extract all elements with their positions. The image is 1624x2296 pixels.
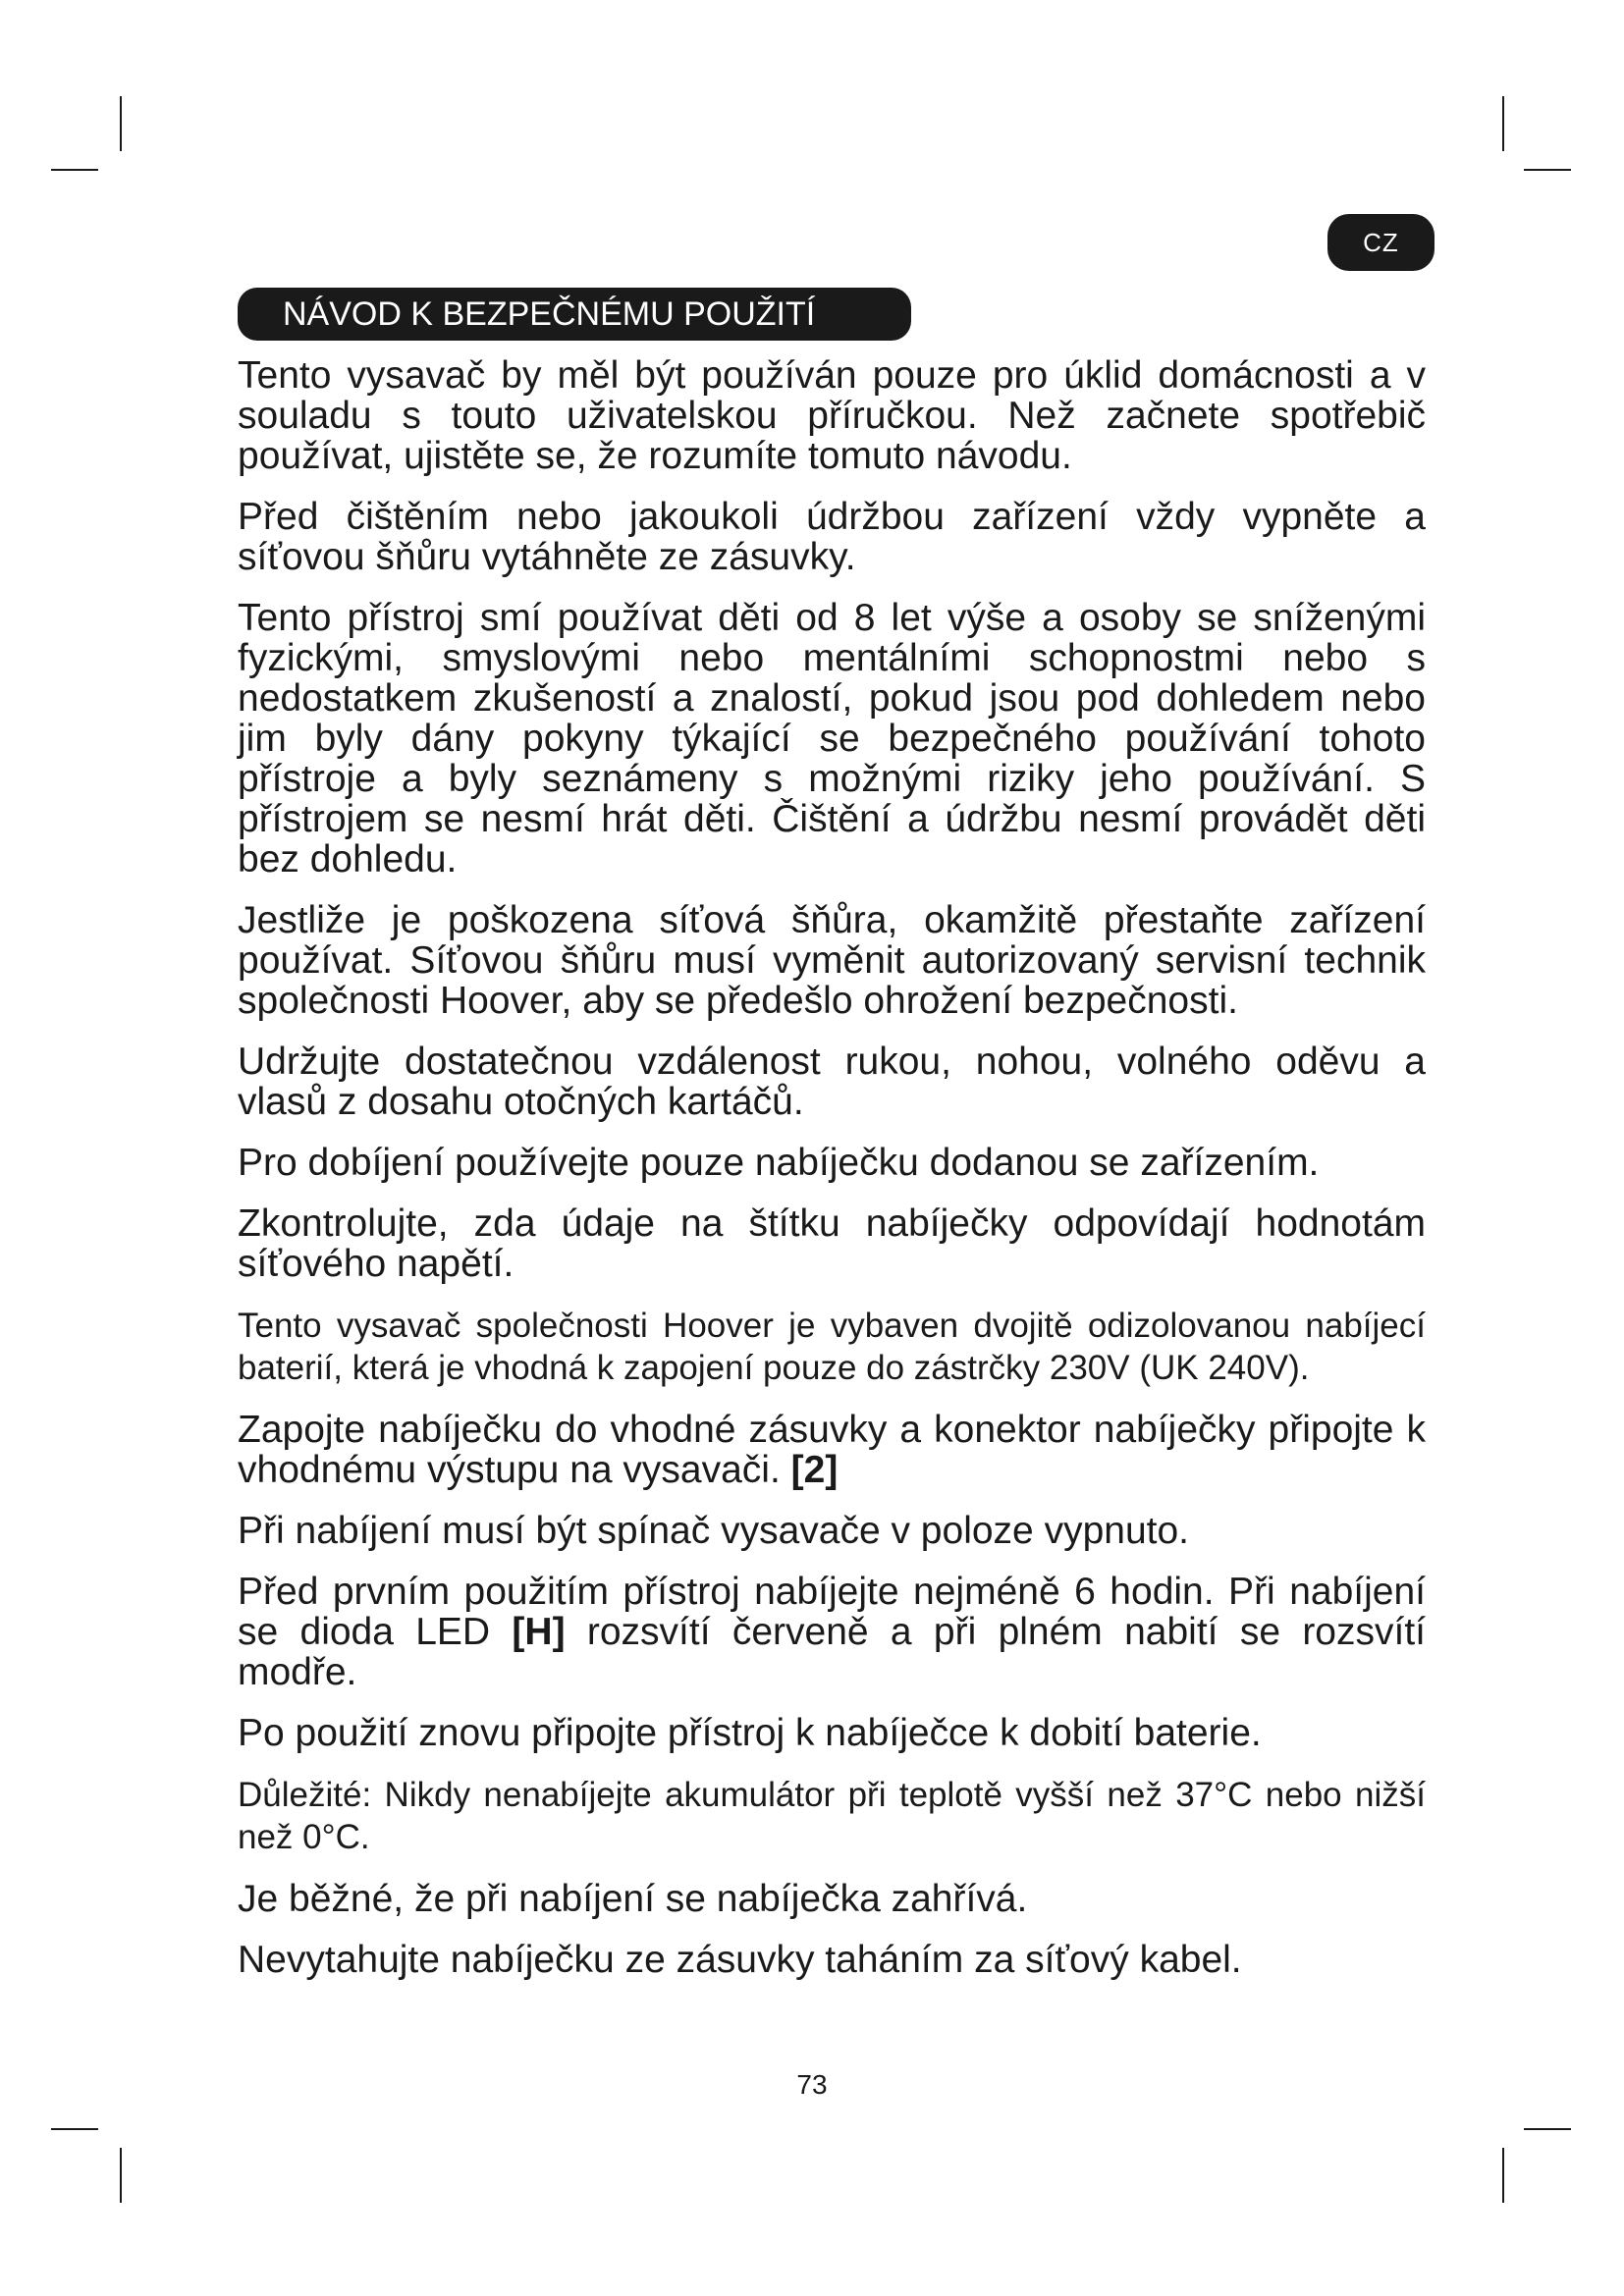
figure-reference: [2] xyxy=(790,1449,839,1491)
page-number: 73 xyxy=(796,2069,828,2100)
crop-mark-bottom-right-horizontal xyxy=(1524,2128,1571,2130)
crop-mark-bottom-left-vertical xyxy=(120,2148,122,2203)
paragraph-text: Před prvním použitím přístroj nabíjejte nejméně 6 hodin. Při nabíjení se dioda LED xyxy=(238,1571,1426,1653)
paragraph: Nevytahujte nabíječku ze zásuvky taháním za síťový kabel. xyxy=(238,1939,1242,1981)
paragraph: Před čištěním nebo jakoukoli údržbou zařízení vždy vypněte a síťovou šňůru vytáhněte ze zásuvky. xyxy=(238,496,1426,578)
crop-mark-bottom-left-horizontal xyxy=(51,2128,98,2130)
crop-mark-top-right-horizontal xyxy=(1524,169,1571,171)
safety-instructions xyxy=(238,355,1426,1980)
paragraph: Pro dobíjení používejte pouze nabíječku dodanou se zařízením. xyxy=(238,1142,1320,1184)
paragraph-text: Zapojte nabíječku do vhodné zásuvky a konektor nabíječky připojte k vhodnému výstupu na vysavači. xyxy=(238,1409,1426,1491)
crop-mark-top-left-vertical xyxy=(120,96,122,151)
paragraph: Po použití znovu připojte přístroj k nabíječce k dobití baterie. xyxy=(238,1712,1262,1754)
paragraph: Je běžné, že při nabíjení se nabíječka zahřívá. xyxy=(238,1878,1028,1920)
paragraph: Jestliže je poškozena síťová šňůra, okamžitě přestaňte zařízení používat. Síťovou šňůru musí vyměnit autorizovaný servisní technik společnosti Hoover, aby se předešlo ohrožení bezpečnosti. xyxy=(238,899,1426,1022)
language-badge: CZ xyxy=(1327,214,1435,271)
paragraph: Při nabíjení musí být spínač vysavače v poloze vypnuto. xyxy=(238,1510,1190,1552)
crop-mark-top-right-vertical xyxy=(1502,96,1504,151)
paragraph: Důležité: Nikdy nenabíjejte akumulátor při teplotě vyšší než 37°C nebo nižší než 0°C. xyxy=(238,1776,1426,1856)
section-title-text: NÁVOD K BEZPEČNÉMU POUŽITÍ xyxy=(283,294,816,333)
crop-mark-top-left-horizontal xyxy=(51,169,98,171)
paragraph: Tento vysavač společnosti Hoover je vybaven dvojitě odizolovanou nabíjecí baterií, která je vhodná k zapojení pouze do zástrčky 230V (UK 240V). xyxy=(238,1307,1426,1387)
led-reference: [H] xyxy=(512,1611,566,1653)
section-title xyxy=(238,288,911,341)
paragraph: Tento přístroj smí používat děti od 8 let výše a osoby se sníženými fyzickými, smyslovými nebo mentálními schopnostmi nebo s nedostatkem zkušeností a znalostí, pokud jsou pod dohledem nebo jim byly dány pokyny týkající se bezpečného používání tohoto přístroje a byly seznámeny s možnými riziky jeho používání. S přístrojem se nesmí hrát děti. Čištění a údržbu nesmí provádět děti bez dohledu. xyxy=(238,597,1426,881)
paragraph-text: rozsvítí červeně a při plném nabití se rozsvítí modře. xyxy=(238,1611,1426,1693)
paragraph: Tento vysavač by měl být používán pouze pro úklid domácnosti a v souladu s touto uživatelskou příručkou. Než začnete spotřebič používat, ujistěte se, že rozumíte tomuto návodu. xyxy=(238,354,1426,477)
paragraph xyxy=(238,1572,1426,1692)
crop-mark-bottom-right-vertical xyxy=(1502,2148,1504,2203)
paragraph: Zkontrolujte, zda údaje na štítku nabíječky odpovídají hodnotám síťového napětí. xyxy=(238,1202,1426,1285)
paragraph: Udržujte dostatečnou vzdálenost rukou, nohou, volného oděvu a vlasů z dosahu otočných kartáčů. xyxy=(238,1041,1426,1123)
paragraph xyxy=(238,1410,1426,1490)
